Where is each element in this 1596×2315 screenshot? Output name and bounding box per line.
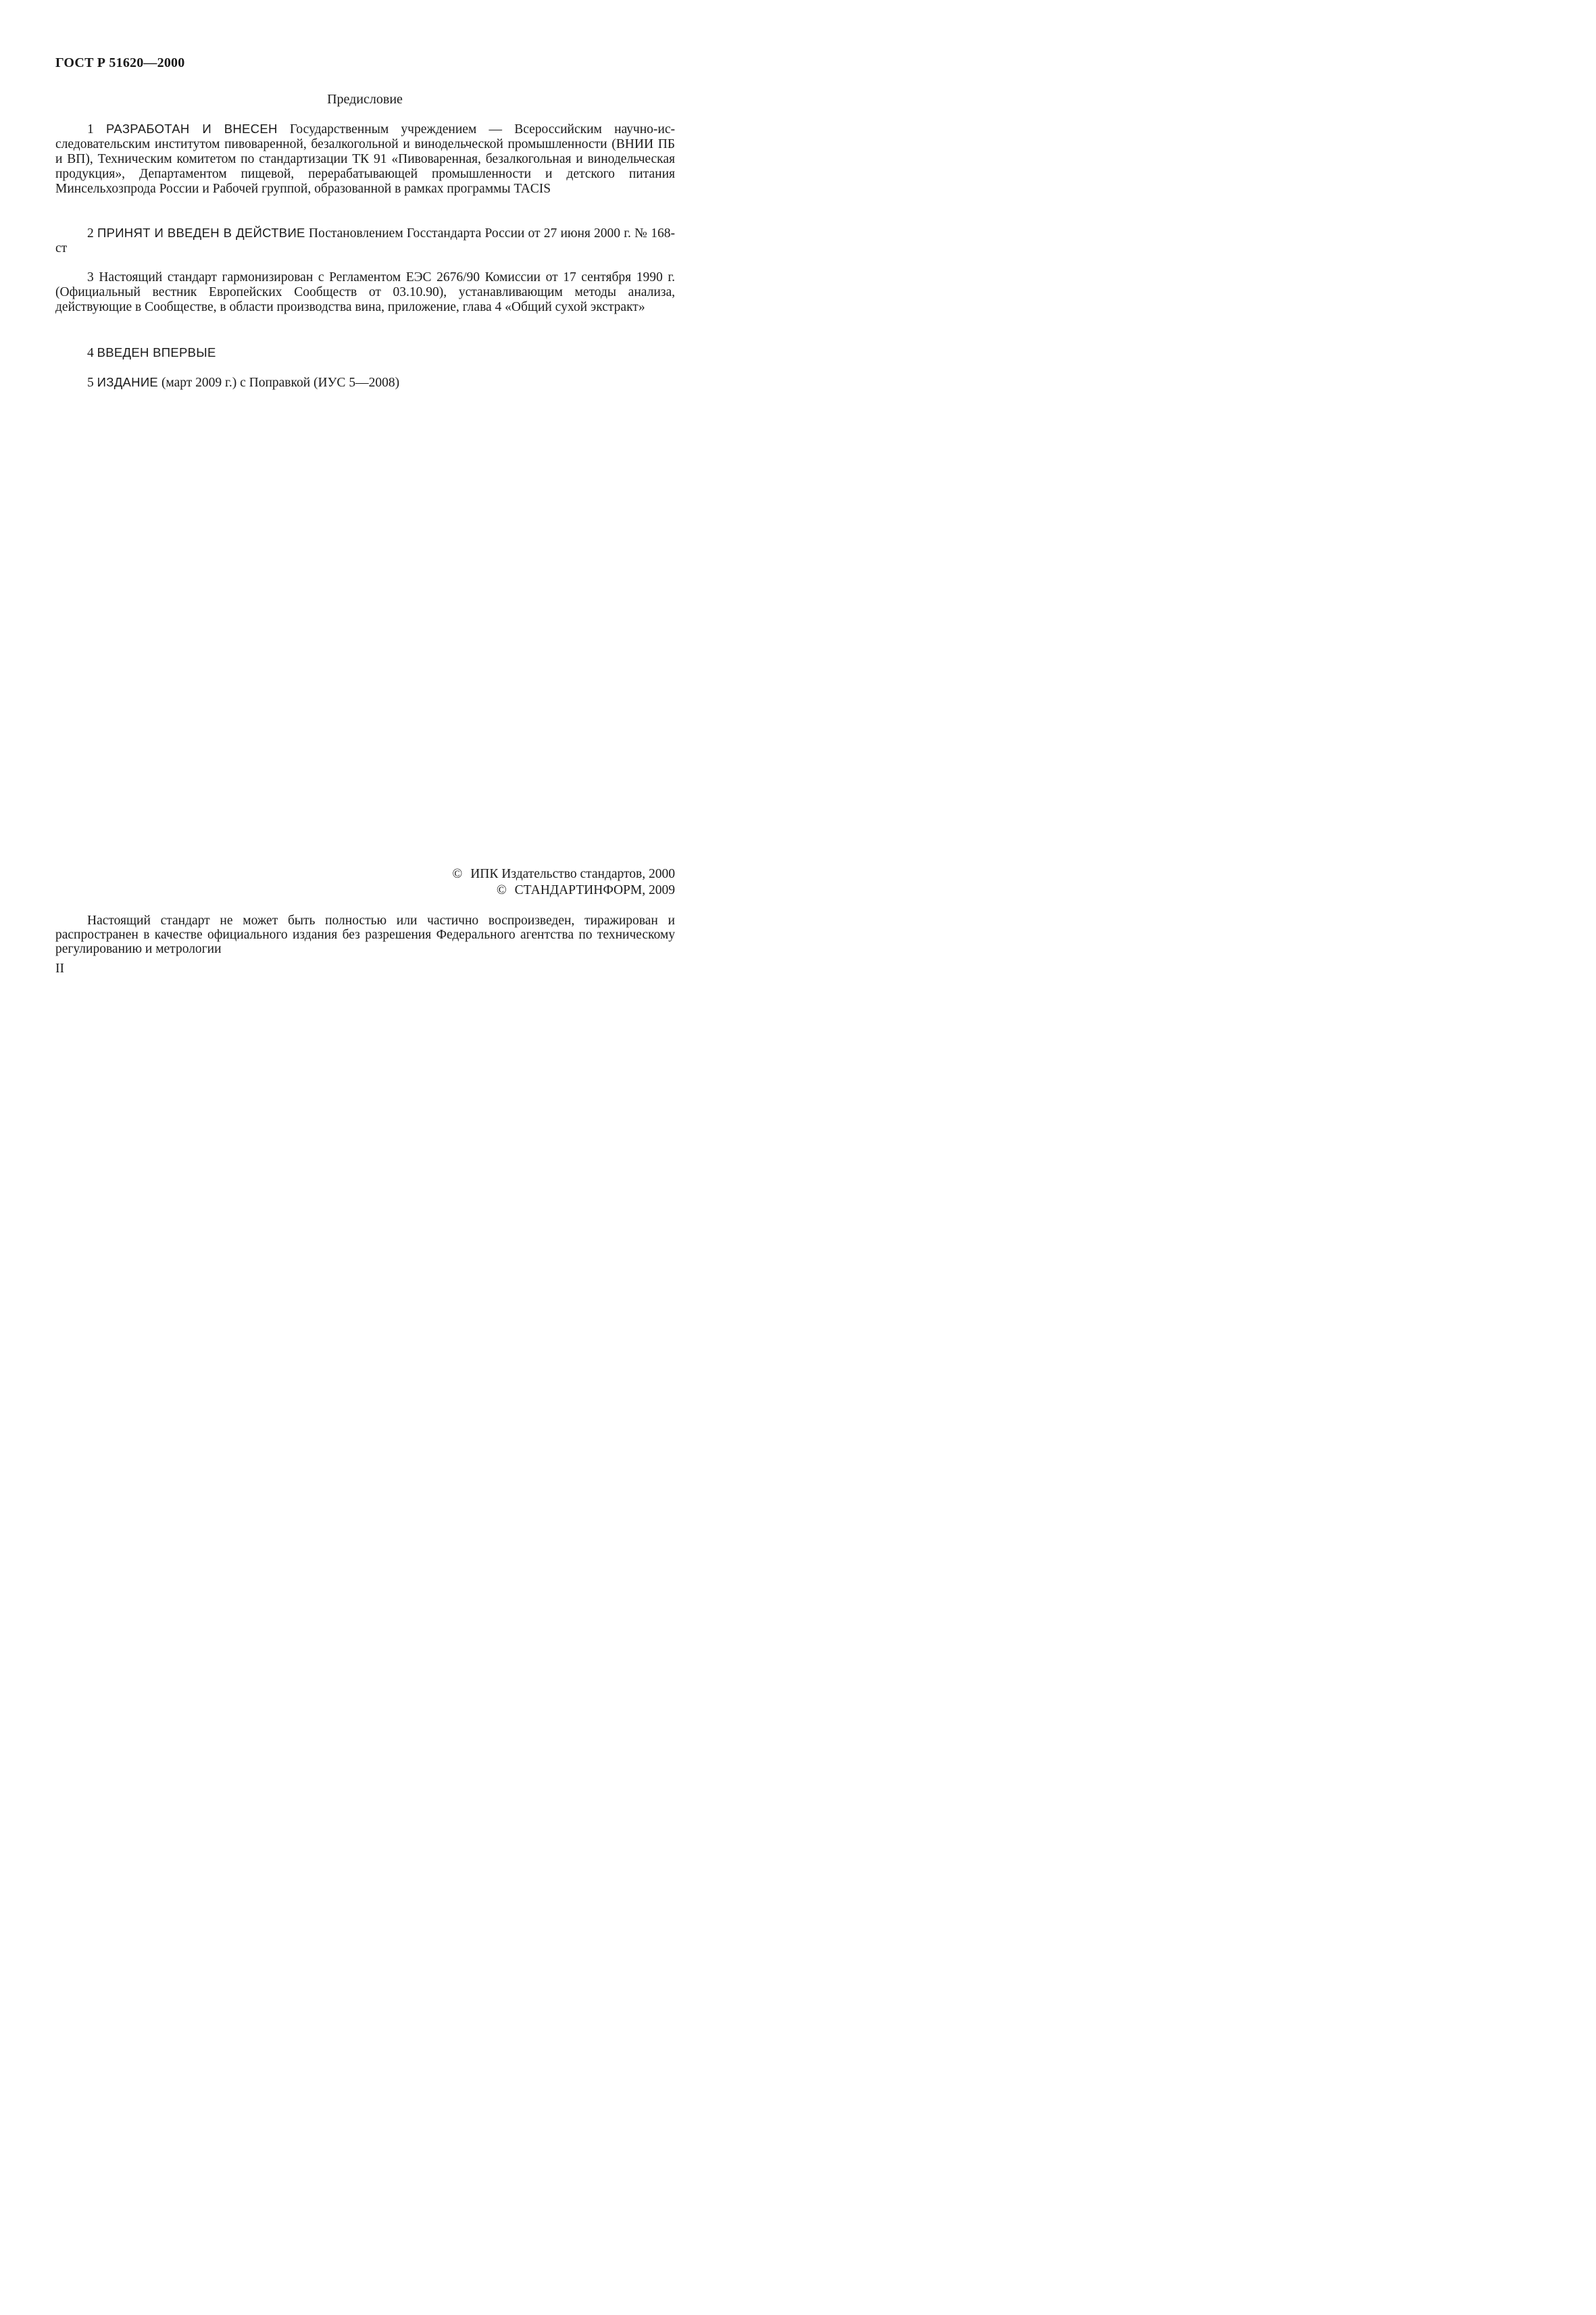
item-text: Постановлением Госстандарта России от 27 июня 2000 г. № 168-ст — [55, 226, 676, 255]
item-text: (март 2009 г.) с Поправкой (ИУС 5—2008) — [161, 376, 400, 390]
preface-item-5 — [55, 375, 675, 391]
page-number: II — [55, 962, 64, 976]
copyright-holder: ИПК Издательство стандартов, 2000 — [470, 867, 675, 881]
item-lead: ИЗДАНИЕ — [97, 375, 159, 389]
preface-item-1 — [55, 122, 675, 197]
item-text: Настоящий стандарт гармонизирован с Регламентом ЕЭС 2676/90 Комиссии от 17 сентября 1990 г. (Официальный вестник Европейских Сообществ от 03.10.90), устанавливающим методы анализа, действующие в Сообществе, в области производства вина, приложение, глава 4 «Общий сухой экстракт» — [55, 270, 675, 314]
copyright-line-2 — [452, 882, 675, 899]
preface-item-4 — [55, 345, 675, 361]
item-number: 1 — [87, 122, 94, 136]
reproduction-notice: Настоящий стандарт не может быть полностью или частично воспроизведен, тиражирован и распространен в качестве официального издания без разрешения Федерального агентства по техническому регулированию и метрологии — [55, 914, 675, 956]
copyright-holder: СТАНДАРТИНФОРМ, 2009 — [514, 883, 675, 897]
preface-item-2 — [55, 226, 675, 256]
preface-title: Предисловие — [327, 92, 403, 107]
copyright-symbol: © — [452, 867, 463, 881]
copyright-block — [452, 866, 675, 899]
item-text: Государственным учреждением — Всероссийским научно-исследовательским институтом пивоваренной, безалкогольной и винодельческой промышленности (ВНИИ ПБ и ВП), Техническим комитетом по стандартизации ТК 91 «Пивоваренная, безалкогольная и винодельческая продукция», Департаментом пищевой, перерабатывающей промышленности и детского питания Минсельхозпрода России и Рабочей группой, образованной в рамках программы TACIS — [55, 122, 676, 196]
document-code: ГОСТ Р 51620—2000 — [55, 55, 185, 70]
copyright-line-1 — [452, 866, 675, 882]
item-number: 3 — [87, 270, 94, 284]
item-lead: ВВЕДЕН ВПЕРВЫЕ — [97, 345, 216, 359]
item-lead: РАЗРАБОТАН И ВНЕСЕН — [105, 122, 278, 136]
copyright-symbol: © — [496, 883, 507, 897]
item-number: 2 — [87, 226, 94, 241]
item-number: 5 — [87, 376, 94, 390]
preface-item-3 — [55, 270, 675, 315]
item-number: 4 — [87, 346, 94, 360]
item-lead: ПРИНЯТ И ВВЕДЕН В ДЕЙСТВИЕ — [97, 226, 305, 240]
